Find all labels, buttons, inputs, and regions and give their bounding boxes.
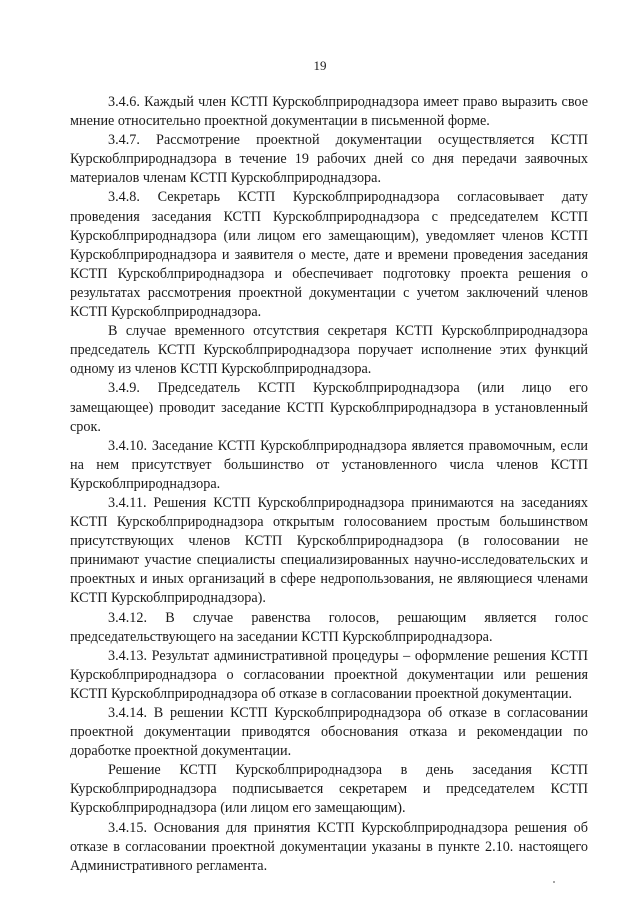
- paragraph-3-4-9: 3.4.9. Председатель КСТП Курскоблприроднадзора (или лицо его замещающее) проводит заседание КСТП Курскоблприроднадзора в установленный срок.: [70, 380, 588, 435]
- paragraph-3-4-11: 3.4.11. Решения КСТП Курскоблприроднадзора принимаются на заседаниях КСТП Курскоблприроднадзора открытым голосованием простым большинством присутствующих членов КСТП Курскоблприроднадзора (в голосовании не принимают участие специалисты специализированных научно-исследовательских и проектных и иных организаций в сфере недропользования, не являющиеся членами КСТП Курскоблприроднадзора).: [70, 494, 588, 607]
- paragraph-decision-signing: Решение КСТП Курскоблприроднадзора в день заседания КСТП Курскоблприроднадзора подписывается секретарем и председателем КСТП Курскоблприроднадзора (или лицом его замещающим).: [70, 762, 588, 817]
- paragraph-3-4-12: 3.4.12. В случае равенства голосов, решающим является голос председательствующего на заседании КСТП Курскоблприроднадзора.: [70, 609, 588, 645]
- paragraph-3-4-6: 3.4.6. Каждый член КСТП Курскоблприроднадзора имеет право выразить свое мнение относительно проектной документации в письменной форме.: [70, 94, 588, 130]
- paragraph-secretary-absence: В случае временного отсутствия секретаря КСТП Курскоблприроднадзора председатель КСТП Курскоблприроднадзора поручает исполнение этих функций одному из членов КСТП Курскоблприроднадзора.: [70, 323, 588, 378]
- paragraph-3-4-10: 3.4.10. Заседание КСТП Курскоблприроднадзора является правомочным, если на нем присутствует большинство от установленного числа членов КСТП Курскоблприроднадзора.: [70, 437, 588, 492]
- document-body: [70, 93, 588, 876]
- paragraph-3-4-13: 3.4.13. Результат административной процедуры – оформление решения КСТП Курскоблприроднадзора о согласовании проектной документации или решения КСТП Курскоблприроднадзора об отказе в согласовании проектной документации.: [70, 647, 588, 702]
- page-number: 19: [313, 58, 327, 73]
- paragraph-3-4-15: 3.4.15. Основания для принятия КСТП Курскоблприроднадзора решения об отказе в согласовании проектной документации указаны в пункте 2.10. настоящего Административного регламента.: [70, 819, 588, 874]
- paragraph-3-4-14: 3.4.14. В решении КСТП Курскоблприроднадзора об отказе в согласовании проектной документации приводятся обоснования отказа и рекомендации по доработке проектной документации.: [70, 705, 588, 760]
- scan-speck: [553, 881, 555, 883]
- paragraph-3-4-7: 3.4.7. Рассмотрение проектной документации осуществляется КСТП Курскоблприроднадзора в течение 19 рабочих дней со дня передачи заявочных материалов членам КСТП Курскоблприроднадзора.: [70, 132, 588, 187]
- paragraph-3-4-8: 3.4.8. Секретарь КСТП Курскоблприроднадзора согласовывает дату проведения заседания КСТП Курскоблприроднадзора с председателем КСТП Курскоблприроднадзора (или лицом его замещающим), уведомляет членов КСТП Курскоблприроднадзора и заявителя о месте, дате и времени проведения заседания КСТП Курскоблприроднадзора и обеспечивает подготовку проекта решения о результатах рассмотрения проектной документации с учетом заключений членов КСТП Курскоблприроднадзора.: [70, 189, 588, 321]
